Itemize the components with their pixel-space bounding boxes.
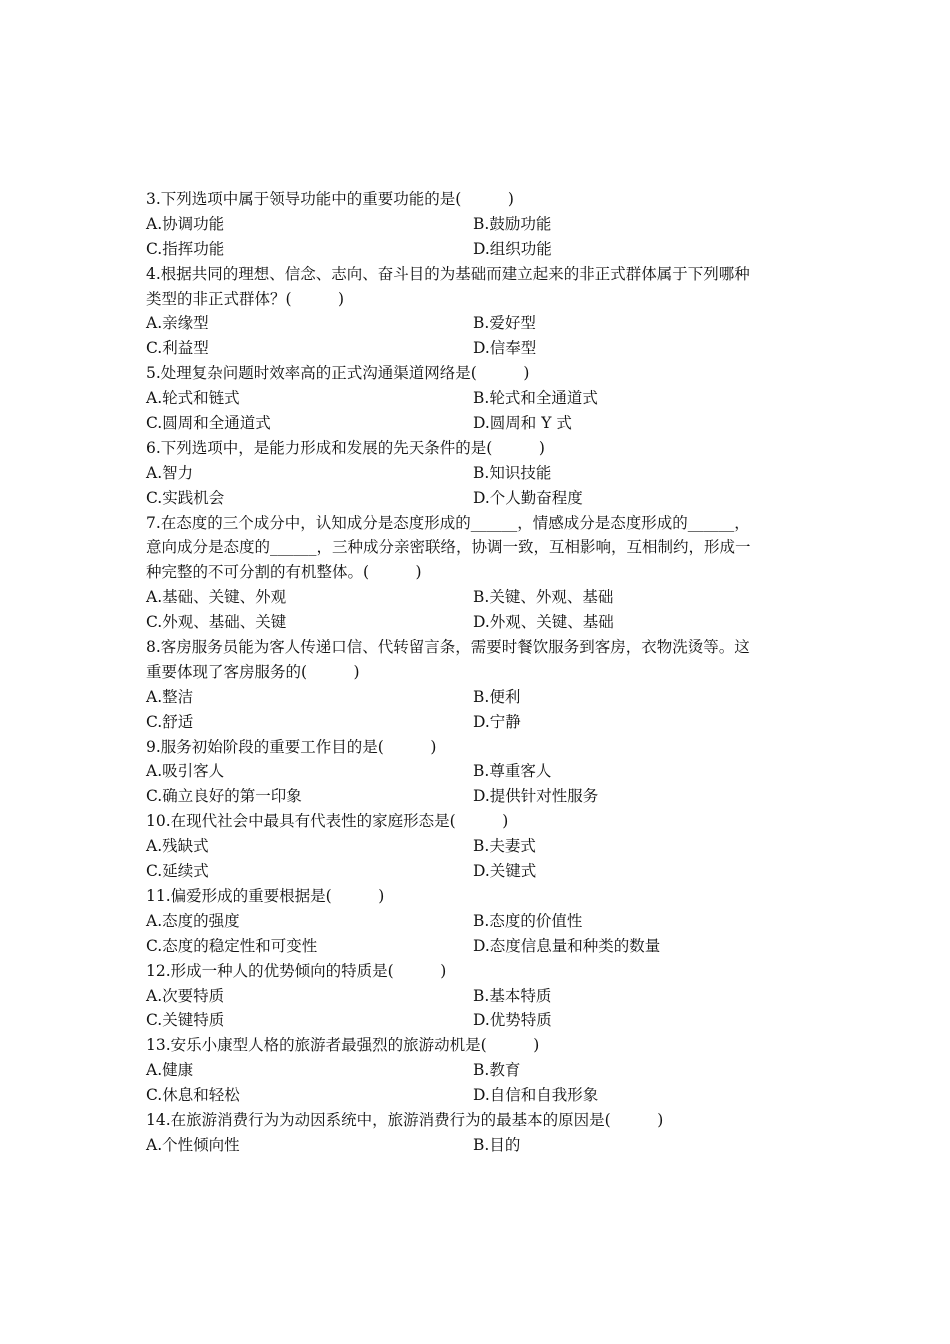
options-row	[146, 784, 818, 809]
question-line: 6.下列选项中，是能力形成和发展的先天条件的是( )	[146, 438, 545, 457]
options-row	[146, 934, 818, 959]
options-row	[146, 685, 818, 710]
answer-option: A.吸引客人	[146, 762, 225, 781]
options-row	[146, 834, 818, 859]
answer-option: D.个人勤奋程度	[473, 488, 583, 507]
options-row	[146, 759, 818, 784]
answer-option: B.爱好型	[473, 314, 536, 333]
answer-option: A.个性倾向性	[146, 1135, 240, 1154]
question-line: 4.根据共同的理想、信念、志向、奋斗目的为基础而建立起来的非正式群体属于下列哪种	[146, 264, 750, 283]
question-block	[146, 511, 818, 635]
answer-option: B.夫妻式	[473, 837, 536, 856]
question-line: 9.服务初始阶段的重要工作目的是( )	[146, 737, 437, 756]
options-row	[146, 909, 818, 934]
options-row	[146, 1008, 818, 1033]
answer-option: B.轮式和全通道式	[473, 389, 598, 408]
answer-option: C.休息和轻松	[146, 1086, 240, 1105]
answer-option: B.尊重客人	[473, 762, 552, 781]
answer-option: B.基本特质	[473, 986, 552, 1005]
answer-option: A.亲缘型	[146, 314, 209, 333]
answer-option: C.利益型	[146, 339, 209, 358]
options-row	[146, 411, 818, 436]
options-row	[146, 336, 818, 361]
question-text	[146, 1108, 818, 1133]
question-block	[146, 262, 818, 362]
answer-option: A.态度的强度	[146, 911, 240, 930]
question-line: 5.处理复杂问题时效率高的正式沟通渠道网络是( )	[146, 364, 530, 383]
answer-option: D.圆周和 Y 式	[473, 414, 572, 433]
answer-option: C.指挥功能	[146, 239, 225, 258]
question-line: 8.客房服务员能为客人传递口信、代转留言条，需要时餐饮服务到客房，衣物洗烫等。这	[146, 638, 750, 657]
question-block	[146, 735, 818, 810]
question-line: 重要体现了客房服务的( )	[146, 662, 360, 681]
question-line: 种完整的不可分割的有机整体。( )	[146, 563, 422, 582]
answer-option: A.次要特质	[146, 986, 225, 1005]
options-row	[146, 311, 818, 336]
answer-option: D.外观、关键、基础	[473, 613, 614, 632]
answer-option: A.残缺式	[146, 837, 209, 856]
question-block	[146, 884, 818, 959]
question-line: 意向成分是态度的______，三种成分亲密联络，协调一致，互相影响，互相制约，形成一	[146, 538, 751, 557]
answer-option: C.关键特质	[146, 1011, 225, 1030]
question-text	[146, 262, 818, 312]
answer-option: B.关键、外观、基础	[473, 588, 614, 607]
question-block	[146, 1033, 818, 1108]
options-row	[146, 710, 818, 735]
question-line: 7.在态度的三个成分中，认知成分是态度形成的______，情感成分是态度形成的______，	[146, 513, 750, 532]
options-row	[146, 585, 818, 610]
answer-option: D.信奉型	[473, 339, 537, 358]
answer-option: D.组织功能	[473, 239, 552, 258]
question-line: 13.安乐小康型人格的旅游者最强烈的旅游动机是( )	[146, 1036, 540, 1055]
answer-option: C.圆周和全通道式	[146, 414, 271, 433]
answer-option: B.知识技能	[473, 463, 552, 482]
options-row	[146, 461, 818, 486]
answer-option: A.智力	[146, 463, 194, 482]
answer-option: D.态度信息量和种类的数量	[473, 936, 661, 955]
answer-option: C.实践机会	[146, 488, 225, 507]
answer-option: D.宁静	[473, 712, 521, 731]
answer-option: D.自信和自我形象	[473, 1086, 599, 1105]
question-line: 类型的非正式群体？( )	[146, 289, 345, 308]
question-block	[146, 187, 818, 262]
question-text	[146, 809, 818, 834]
question-line: 10.在现代社会中最具有代表性的家庭形态是( )	[146, 812, 509, 831]
answer-option: D.优势特质	[473, 1011, 552, 1030]
question-line: 11.偏爱形成的重要根据是( )	[146, 886, 385, 905]
answer-option: B.态度的价值性	[473, 911, 583, 930]
question-block	[146, 1108, 818, 1158]
options-row	[146, 1083, 818, 1108]
question-line: 12.形成一种人的优势倾向的特质是( )	[146, 961, 447, 980]
options-row	[146, 610, 818, 635]
question-text	[146, 436, 818, 461]
answer-option: A.整洁	[146, 687, 194, 706]
answer-option: A.协调功能	[146, 214, 225, 233]
question-line: 14.在旅游消费行为为动因系统中，旅游消费行为的最基本的原因是( )	[146, 1110, 664, 1129]
question-text	[146, 361, 818, 386]
answer-option: C.确立良好的第一印象	[146, 787, 302, 806]
options-row	[146, 1133, 818, 1158]
answer-option: D.提供针对性服务	[473, 787, 599, 806]
options-row	[146, 859, 818, 884]
answer-option: A.健康	[146, 1061, 194, 1080]
options-row	[146, 386, 818, 411]
options-row	[146, 212, 818, 237]
options-row	[146, 486, 818, 511]
question-text	[146, 635, 818, 685]
answer-option: C.态度的稳定性和可变性	[146, 936, 318, 955]
question-text	[146, 187, 818, 212]
question-block	[146, 361, 818, 436]
options-row	[146, 237, 818, 262]
question-block	[146, 635, 818, 735]
options-row	[146, 1058, 818, 1083]
question-block	[146, 809, 818, 884]
answer-option: B.便利	[473, 687, 521, 706]
answer-option: C.外观、基础、关键	[146, 613, 287, 632]
question-text	[146, 1033, 818, 1058]
question-block	[146, 436, 818, 511]
question-text	[146, 735, 818, 760]
question-text	[146, 884, 818, 909]
question-block	[146, 959, 818, 1034]
answer-option: C.延续式	[146, 862, 209, 881]
answer-option: C.舒适	[146, 712, 194, 731]
answer-option: B.教育	[473, 1061, 521, 1080]
exam-page	[146, 187, 818, 1158]
answer-option: A.轮式和链式	[146, 389, 240, 408]
answer-option: D.关键式	[473, 862, 537, 881]
question-text	[146, 959, 818, 984]
question-line: 3.下列选项中属于领导功能中的重要功能的是( )	[146, 190, 514, 208]
question-text	[146, 511, 818, 586]
options-row	[146, 984, 818, 1009]
answer-option: B.鼓励功能	[473, 214, 552, 233]
answer-option: A.基础、关键、外观	[146, 588, 287, 607]
answer-option: B.目的	[473, 1135, 521, 1154]
